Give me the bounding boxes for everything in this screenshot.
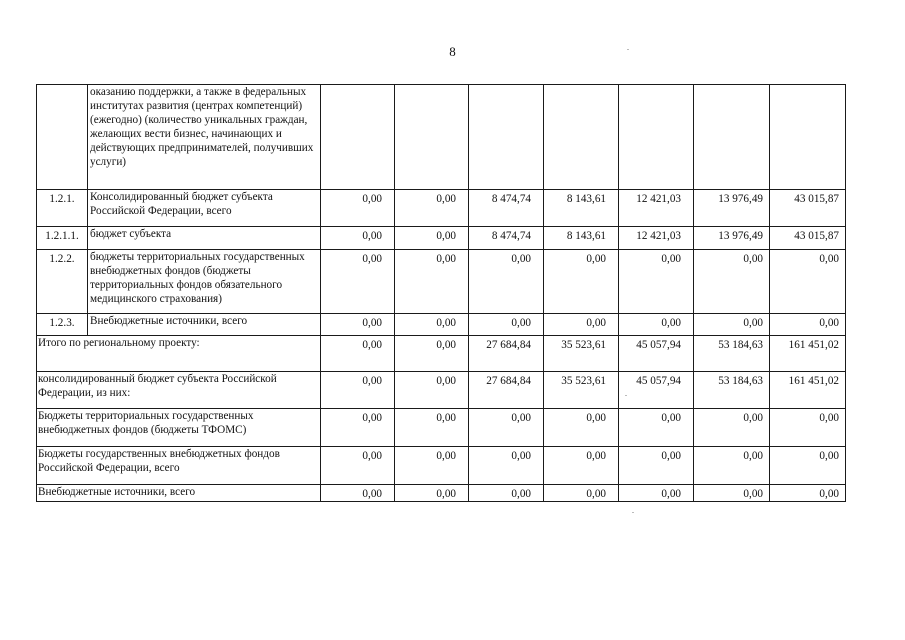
total-label: Внебюджетные источники, всего xyxy=(37,485,321,502)
cell-value: 53 184,63 xyxy=(694,336,770,372)
row-label: Консолидированный бюджет субъекта Российской Федерации, всего xyxy=(88,190,321,227)
cell-value: 0,00 xyxy=(395,409,469,447)
cell-value: 0,00 xyxy=(321,227,395,250)
row-number: 1.2.3. xyxy=(37,314,88,336)
cell-value: 0,00 xyxy=(469,250,544,314)
cell-value xyxy=(321,85,395,190)
cell-value: 0,00 xyxy=(469,447,544,485)
cell-value: 0,00 xyxy=(694,485,770,502)
cell-value: 0,00 xyxy=(395,336,469,372)
cell-value: 0,00 xyxy=(694,447,770,485)
cell-value: 0,00 xyxy=(321,447,395,485)
row-label: Внебюджетные источники, всего xyxy=(88,314,321,336)
cell-value: 0,00 xyxy=(619,409,694,447)
cell-value: 0,00 xyxy=(619,314,694,336)
total-row xyxy=(37,485,846,502)
row-number: 1.2.1. xyxy=(37,190,88,227)
page-number: 8 xyxy=(449,44,456,59)
cell-value: 53 184,63 xyxy=(694,372,770,409)
table-row xyxy=(37,227,846,250)
cell-value: 0,00 xyxy=(770,314,846,336)
cell-value: 0,00 xyxy=(544,409,619,447)
cell-value xyxy=(770,85,846,190)
cell-value: 0,00 xyxy=(395,314,469,336)
cell-value: 0,00 xyxy=(469,314,544,336)
total-row xyxy=(37,372,846,409)
cell-value xyxy=(544,85,619,190)
cell-value: 0,00 xyxy=(694,250,770,314)
budget-table xyxy=(36,84,846,502)
cell-value xyxy=(619,85,694,190)
row-label: бюджеты территориальных государственных внебюджетных фондов (бюджеты территориальных фондов обязательного медицинского страхования) xyxy=(88,250,321,314)
cell-value: 0,00 xyxy=(321,372,395,409)
cell-value: 12 421,03 xyxy=(619,190,694,227)
row-number xyxy=(37,85,88,190)
total-row xyxy=(37,409,846,447)
scan-speck xyxy=(627,49,629,50)
cell-value: 0,00 xyxy=(321,190,395,227)
cell-value: 0,00 xyxy=(395,485,469,502)
cell-value: 0,00 xyxy=(770,409,846,447)
table-row xyxy=(37,190,846,227)
cell-value: 0,00 xyxy=(770,447,846,485)
cell-value: 13 976,49 xyxy=(694,227,770,250)
cell-value: 0,00 xyxy=(469,485,544,502)
cell-value: 0,00 xyxy=(544,314,619,336)
cell-value: 0,00 xyxy=(694,314,770,336)
cell-value: 0,00 xyxy=(395,447,469,485)
cell-value: 0,00 xyxy=(321,409,395,447)
cell-value: 0,00 xyxy=(619,250,694,314)
row-number: 1.2.2. xyxy=(37,250,88,314)
cell-value: 8 143,61 xyxy=(544,227,619,250)
cell-value: 0,00 xyxy=(321,336,395,372)
scan-speck xyxy=(625,395,627,396)
total-row xyxy=(37,336,846,372)
cell-value: 0,00 xyxy=(770,485,846,502)
cell-value: 0,00 xyxy=(694,409,770,447)
cell-value: 0,00 xyxy=(544,250,619,314)
cell-value xyxy=(395,85,469,190)
cell-value: 0,00 xyxy=(544,447,619,485)
cell-value: 12 421,03 xyxy=(619,227,694,250)
cell-value: 0,00 xyxy=(619,447,694,485)
cell-value: 45 057,94 xyxy=(619,372,694,409)
cell-value: 35 523,61 xyxy=(544,336,619,372)
table-row xyxy=(37,85,846,190)
cell-value: 27 684,84 xyxy=(469,336,544,372)
cell-value: 0,00 xyxy=(395,227,469,250)
cell-value: 43 015,87 xyxy=(770,190,846,227)
cell-value: 0,00 xyxy=(395,250,469,314)
total-label: Бюджеты государственных внебюджетных фондов Российской Федерации, всего xyxy=(37,447,321,485)
cell-value xyxy=(469,85,544,190)
cell-value xyxy=(694,85,770,190)
cell-value: 13 976,49 xyxy=(694,190,770,227)
total-label: Итого по региональному проекту: xyxy=(37,336,321,372)
table-row xyxy=(37,314,846,336)
cell-value: 0,00 xyxy=(469,409,544,447)
cell-value: 43 015,87 xyxy=(770,227,846,250)
cell-value: 0,00 xyxy=(544,485,619,502)
cell-value: 8 474,74 xyxy=(469,190,544,227)
total-label: консолидированный бюджет субъекта Российской Федерации, из них: xyxy=(37,372,321,409)
cell-value: 0,00 xyxy=(619,485,694,502)
cell-value: 45 057,94 xyxy=(619,336,694,372)
cell-value: 161 451,02 xyxy=(770,336,846,372)
cell-value: 0,00 xyxy=(321,314,395,336)
cell-value: 35 523,61 xyxy=(544,372,619,409)
cell-value: 0,00 xyxy=(321,250,395,314)
total-row xyxy=(37,447,846,485)
cell-value: 161 451,02 xyxy=(770,372,846,409)
cell-value: 0,00 xyxy=(770,250,846,314)
scan-speck xyxy=(632,512,634,513)
cell-value: 0,00 xyxy=(395,372,469,409)
cell-value: 27 684,84 xyxy=(469,372,544,409)
row-label: оказанию поддержки, а также в федеральных институтах развития (центрах компетенций) (ежегодно) (количество уникальных граждан, желающих вести бизнес, начинающих и действующих предпринимателей, получивших услуги) xyxy=(88,85,321,190)
cell-value: 8 143,61 xyxy=(544,190,619,227)
cell-value: 0,00 xyxy=(395,190,469,227)
total-label: Бюджеты территориальных государственных внебюджетных фондов (бюджеты ТФОМС) xyxy=(37,409,321,447)
cell-value: 8 474,74 xyxy=(469,227,544,250)
row-number: 1.2.1.1. xyxy=(37,227,88,250)
table-row xyxy=(37,250,846,314)
row-label: бюджет субъекта xyxy=(88,227,321,250)
cell-value: 0,00 xyxy=(321,485,395,502)
